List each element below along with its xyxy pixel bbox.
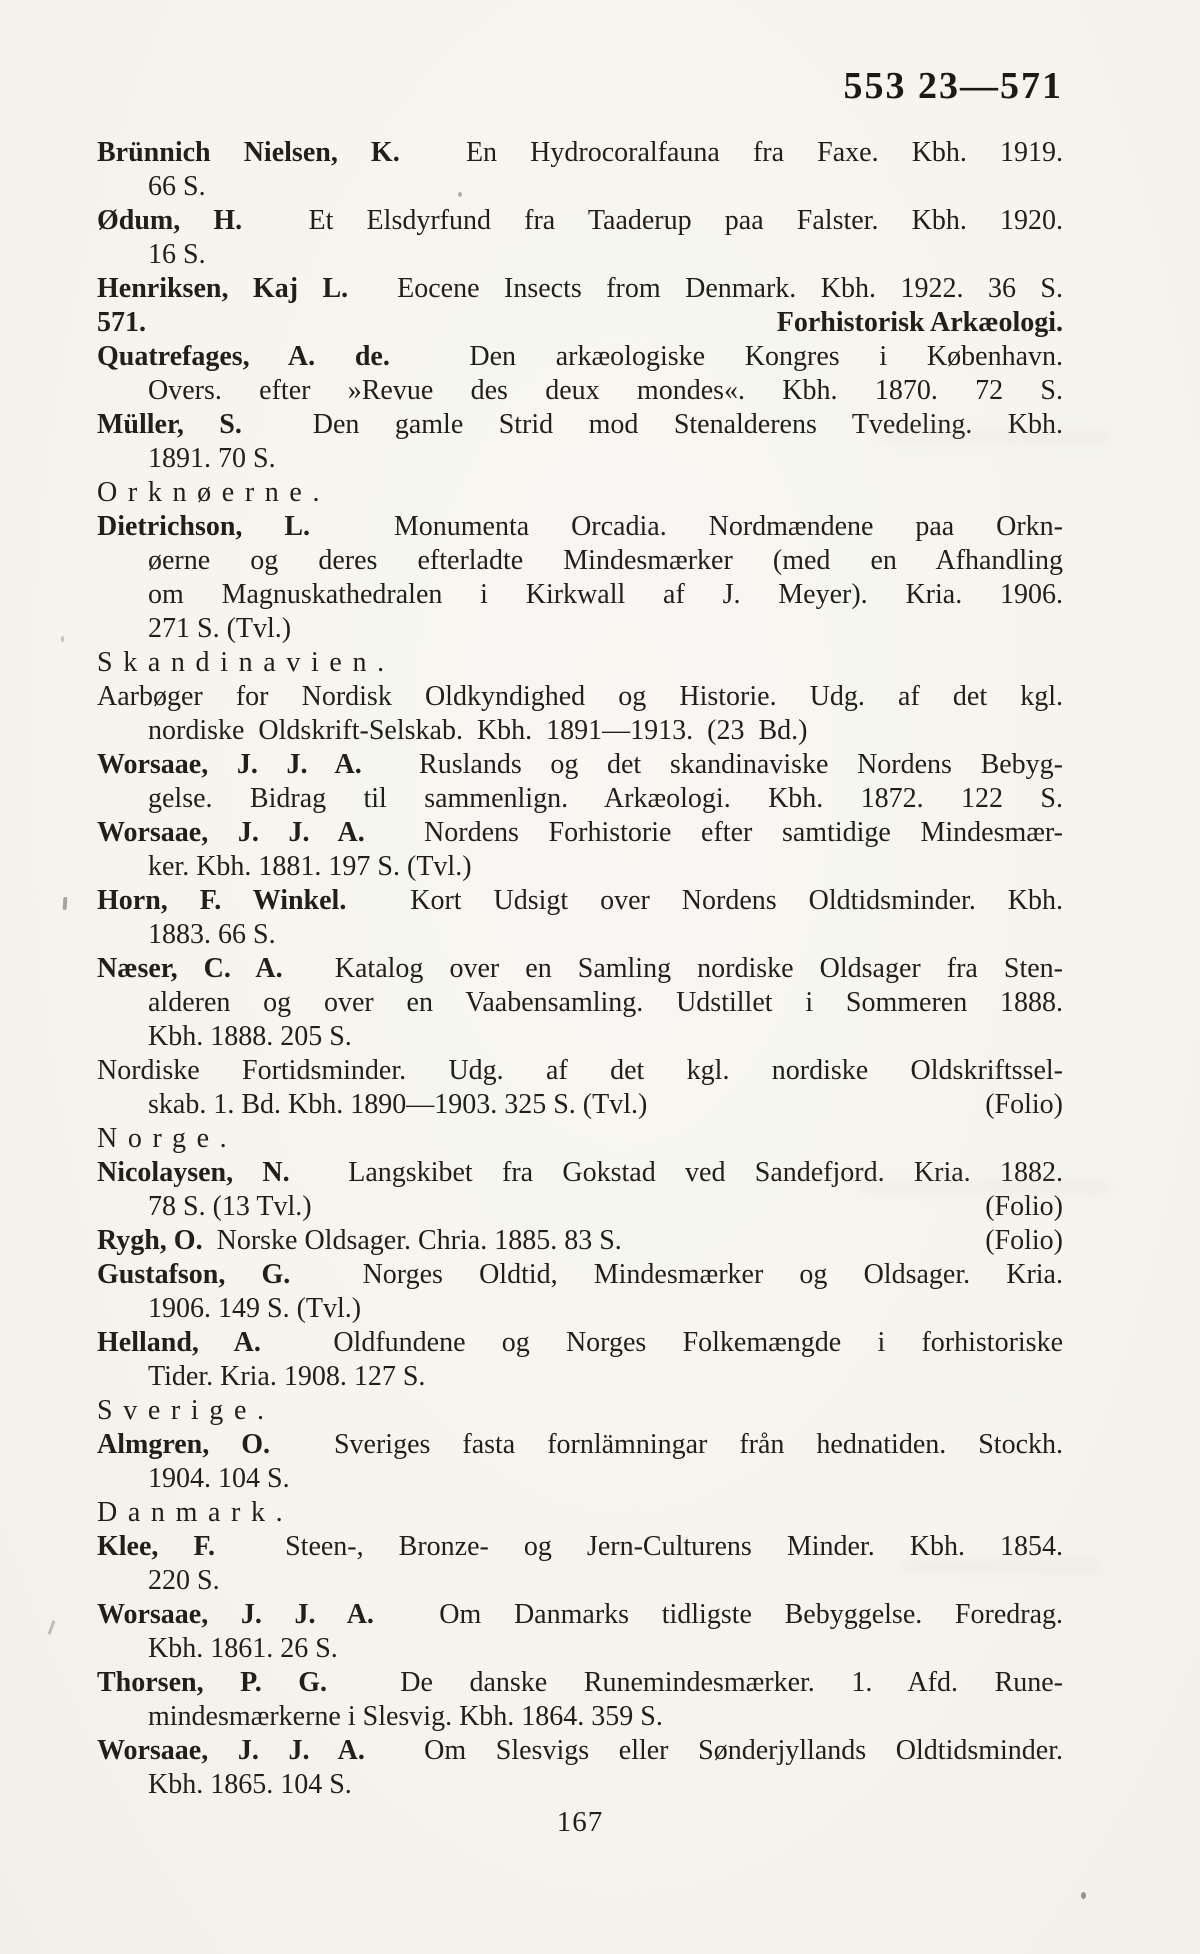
entry-line bbox=[97, 204, 1063, 238]
entry-text: Helland, A. Oldfundene og Norges Folkemængde i forhistoriske bbox=[97, 1327, 1064, 1358]
author-name: Worsaae, J. J. A. bbox=[97, 817, 365, 848]
entry-text: Klee, F. Steen-, Bronze- og Jern-Culturens Minder. Kbh. 1854. bbox=[97, 1531, 1064, 1562]
author-name: Henriksen, Kaj L. bbox=[97, 273, 349, 304]
entry-line bbox=[97, 170, 1063, 204]
entry-text: Worsaae, J. J. A. Ruslands og det skandinaviske Nordens Bebyg- bbox=[97, 749, 1064, 780]
scan-speck bbox=[48, 1620, 56, 1635]
entry-text: Gustafson, G. Norges Oldtid, Mindesmærker og Oldsager. Kria. bbox=[97, 1259, 1063, 1290]
entry-line bbox=[97, 238, 1063, 272]
entry-line bbox=[97, 1734, 1063, 1768]
author-name: Klee, F. bbox=[97, 1531, 215, 1562]
entry-line bbox=[97, 1632, 1063, 1666]
entry-text: Worsaae, J. J. A. Om Danmarks tidligste Bebyggelse. Foredrag. bbox=[97, 1599, 1063, 1630]
entry-line bbox=[97, 612, 1063, 646]
author-name: Dietrichson, L. bbox=[97, 511, 311, 542]
entry-line bbox=[97, 1360, 1063, 1394]
entry-text: mindesmærkerne i Slesvig. Kbh. 1864. 359 S. bbox=[148, 1701, 663, 1732]
entry-line bbox=[97, 340, 1063, 374]
page-number: 167 bbox=[556, 1806, 604, 1838]
entry-text: Horn, F. Winkel. Kort Udsigt over Nordens Oldtidsminder. Kbh. bbox=[97, 885, 1064, 916]
entry-text: Worsaae, J. J. A. Om Slesvigs eller Sønderjyllands Oldtidsminder. bbox=[97, 1735, 1064, 1766]
section-heading bbox=[97, 476, 1063, 510]
entry-line bbox=[97, 714, 1063, 748]
entry-text: Orknøerne. bbox=[97, 477, 331, 508]
entry-text: Aarbøger for Nordisk Oldkyndighed og Historie. Udg. af det kgl. bbox=[97, 681, 1063, 712]
entry-line bbox=[97, 748, 1063, 782]
entry-line bbox=[97, 1462, 1063, 1496]
entry-text: nordiske Oldskrift-Selskab. Kbh. 1891—1913. (23 Bd.) bbox=[148, 715, 808, 746]
entry-text: 66 S. bbox=[148, 171, 206, 202]
entry-line bbox=[97, 816, 1063, 850]
entry-text: 78 S. (13 Tvl.) bbox=[148, 1191, 312, 1222]
scan-speck bbox=[458, 192, 462, 197]
entry-text: Quatrefages, A. de. Den arkæologiske Kongres i København. bbox=[97, 341, 1064, 372]
section-title-right: Forhistorisk Arkæologi. bbox=[776, 307, 1063, 338]
entry-text: Kbh. 1865. 104 S. bbox=[148, 1769, 352, 1800]
entry-text: 271 S. (Tvl.) bbox=[148, 613, 292, 644]
entry-text: 1883. 66 S. bbox=[148, 919, 276, 950]
scan-speck bbox=[61, 636, 64, 642]
author-name: Worsaae, J. J. A. bbox=[97, 749, 362, 780]
entry-text: Brünnich Nielsen, K. En Hydrocoralfauna fra Faxe. Kbh. 1919. bbox=[97, 137, 1064, 168]
author-name: Worsaae, J. J. A. bbox=[97, 1599, 374, 1630]
chapter-heading-line bbox=[97, 306, 1063, 340]
entry-text bbox=[97, 306, 146, 340]
entry-line bbox=[97, 1326, 1063, 1360]
author-name: Almgren, O. bbox=[97, 1429, 271, 1460]
author-name: Ødum, H. bbox=[97, 205, 243, 236]
entry-text: Almgren, O. Sveriges fasta fornlämningar från hednatiden. Stockh. bbox=[97, 1429, 1063, 1460]
entry-text: om Magnuskathedralen i Kirkwall af J. Meyer). Kria. 1906. bbox=[148, 579, 1063, 610]
section-heading bbox=[97, 646, 1063, 680]
entry-text: 1904. 104 S. bbox=[148, 1463, 290, 1494]
folio-note: (Folio) bbox=[985, 1191, 1063, 1222]
entry-text: ker. Kbh. 1881. 197 S. (Tvl.) bbox=[148, 851, 472, 882]
entry-text: 220 S. bbox=[148, 1565, 220, 1596]
entry-line bbox=[97, 272, 1063, 306]
entry-line bbox=[97, 1088, 1063, 1122]
author-name: Helland, A. bbox=[97, 1327, 261, 1358]
page-header-classification-number: 553 23—571 bbox=[843, 65, 1063, 107]
entry-line bbox=[97, 1598, 1063, 1632]
entry-line bbox=[97, 986, 1063, 1020]
section-heading bbox=[97, 1496, 1063, 1530]
entry-line bbox=[97, 1224, 1063, 1258]
entry-line bbox=[97, 918, 1063, 952]
entry-text: gelse. Bidrag til sammenlign. Arkæologi. Kbh. 1872. 122 S. bbox=[148, 783, 1063, 814]
entry-text: skab. 1. Bd. Kbh. 1890—1903. 325 S. (Tvl.) bbox=[148, 1089, 648, 1120]
entry-text: 16 S. bbox=[148, 239, 206, 270]
author-name: Thorsen, P. G. bbox=[97, 1667, 328, 1698]
entry-line bbox=[97, 578, 1063, 612]
folio-note: (Folio) bbox=[985, 1225, 1063, 1256]
entry-line bbox=[97, 544, 1063, 578]
author-name: Müller, S. bbox=[97, 409, 242, 440]
entry-text: Müller, S. Den gamle Strid mod Stenalderens Tvedeling. Kbh. bbox=[97, 409, 1063, 440]
author-name: Næser, C. A. bbox=[97, 953, 283, 984]
author-name: Gustafson, G. bbox=[97, 1259, 291, 1290]
entry-text: Worsaae, J. J. A. Nordens Forhistorie efter samtidige Mindesmær- bbox=[97, 817, 1064, 848]
entry-text: Nordiske Fortidsminder. Udg. af det kgl. nordiske Oldskriftssel- bbox=[97, 1055, 1063, 1086]
entry-text: Dietrichson, L. Monumenta Orcadia. Nordmændene paa Orkn- bbox=[97, 511, 1064, 542]
entry-text: Henriksen, Kaj L. Eocene Insects from Denmark. Kbh. 1922. 36 S. bbox=[97, 273, 1064, 304]
entry-line bbox=[97, 884, 1063, 918]
author-name: Worsaae, J. J. A. bbox=[97, 1735, 365, 1766]
entry-line bbox=[97, 374, 1063, 408]
entry-text: 1906. 149 S. (Tvl.) bbox=[148, 1293, 362, 1324]
entry-text: Thorsen, P. G. De danske Runemindesmærker. 1. Afd. Rune- bbox=[97, 1667, 1063, 1698]
bleed-through-smudge bbox=[900, 1560, 1100, 1572]
entry-line bbox=[97, 952, 1063, 986]
entry-line bbox=[97, 1190, 1063, 1224]
entry-text: Norge. bbox=[97, 1123, 238, 1154]
entry-line bbox=[97, 1428, 1063, 1462]
entry-text: Kbh. 1888. 205 S. bbox=[148, 1021, 352, 1052]
entry-text: Danmark. bbox=[97, 1497, 294, 1528]
folio-note: (Folio) bbox=[985, 1089, 1063, 1120]
entry-line bbox=[97, 1768, 1063, 1802]
bleed-through-smudge bbox=[880, 430, 1110, 444]
author-name: Nicolaysen, N. bbox=[97, 1157, 290, 1188]
entry-text: 1891. 70 S. bbox=[148, 443, 276, 474]
entry-line bbox=[97, 782, 1063, 816]
entry-line bbox=[97, 1666, 1063, 1700]
entry-text: Kbh. 1861. 26 S. bbox=[148, 1633, 338, 1664]
entry-line bbox=[97, 510, 1063, 544]
entry-text: Sverige. bbox=[97, 1395, 275, 1426]
entry-text: Nicolaysen, N. Langskibet fra Gokstad ved Sandefjord. Kria. 1882. bbox=[97, 1157, 1063, 1188]
bleed-through-smudge bbox=[860, 1180, 1110, 1194]
entry-text: Tider. Kria. 1908. 127 S. bbox=[148, 1361, 426, 1392]
entry-line bbox=[97, 1054, 1063, 1088]
entry-text: alderen og over en Vaabensamling. Udstillet i Sommeren 1888. bbox=[148, 987, 1063, 1018]
author-name: Horn, F. Winkel. bbox=[97, 885, 347, 916]
entry-text: øerne og deres efterladte Mindesmærker (med en Afhandling bbox=[148, 545, 1063, 576]
entry-text: Næser, C. A. Katalog over en Samling nordiske Oldsager fra Sten- bbox=[97, 953, 1063, 984]
section-heading bbox=[97, 1394, 1063, 1428]
author-name: 571. bbox=[97, 307, 146, 338]
entry-line bbox=[97, 1292, 1063, 1326]
author-name: Rygh, O. bbox=[97, 1225, 203, 1256]
entry-text: Overs. efter »Revue des deux mondes«. Kbh. 1870. 72 S. bbox=[148, 375, 1063, 406]
entry-line bbox=[97, 1258, 1063, 1292]
entry-line bbox=[97, 850, 1063, 884]
entry-line bbox=[97, 1700, 1063, 1734]
scan-speck bbox=[63, 897, 68, 910]
entry-line bbox=[97, 1530, 1063, 1564]
entry-line bbox=[97, 1020, 1063, 1054]
section-heading bbox=[97, 1122, 1063, 1156]
entry-line bbox=[97, 136, 1063, 170]
entry-text: Ødum, H. Et Elsdyrfund fra Taaderup paa Falster. Kbh. 1920. bbox=[97, 205, 1064, 236]
scan-speck bbox=[1081, 1892, 1086, 1899]
entry-line bbox=[97, 442, 1063, 476]
author-name: Quatrefages, A. de. bbox=[97, 341, 390, 372]
entry-line bbox=[97, 680, 1063, 714]
entry-text: Rygh, O. Norske Oldsager. Chria. 1885. 83 S. bbox=[97, 1225, 622, 1256]
author-name: Brünnich Nielsen, K. bbox=[97, 137, 400, 168]
entry-text: Skandinavien. bbox=[97, 647, 395, 678]
text-block bbox=[97, 136, 1063, 1802]
